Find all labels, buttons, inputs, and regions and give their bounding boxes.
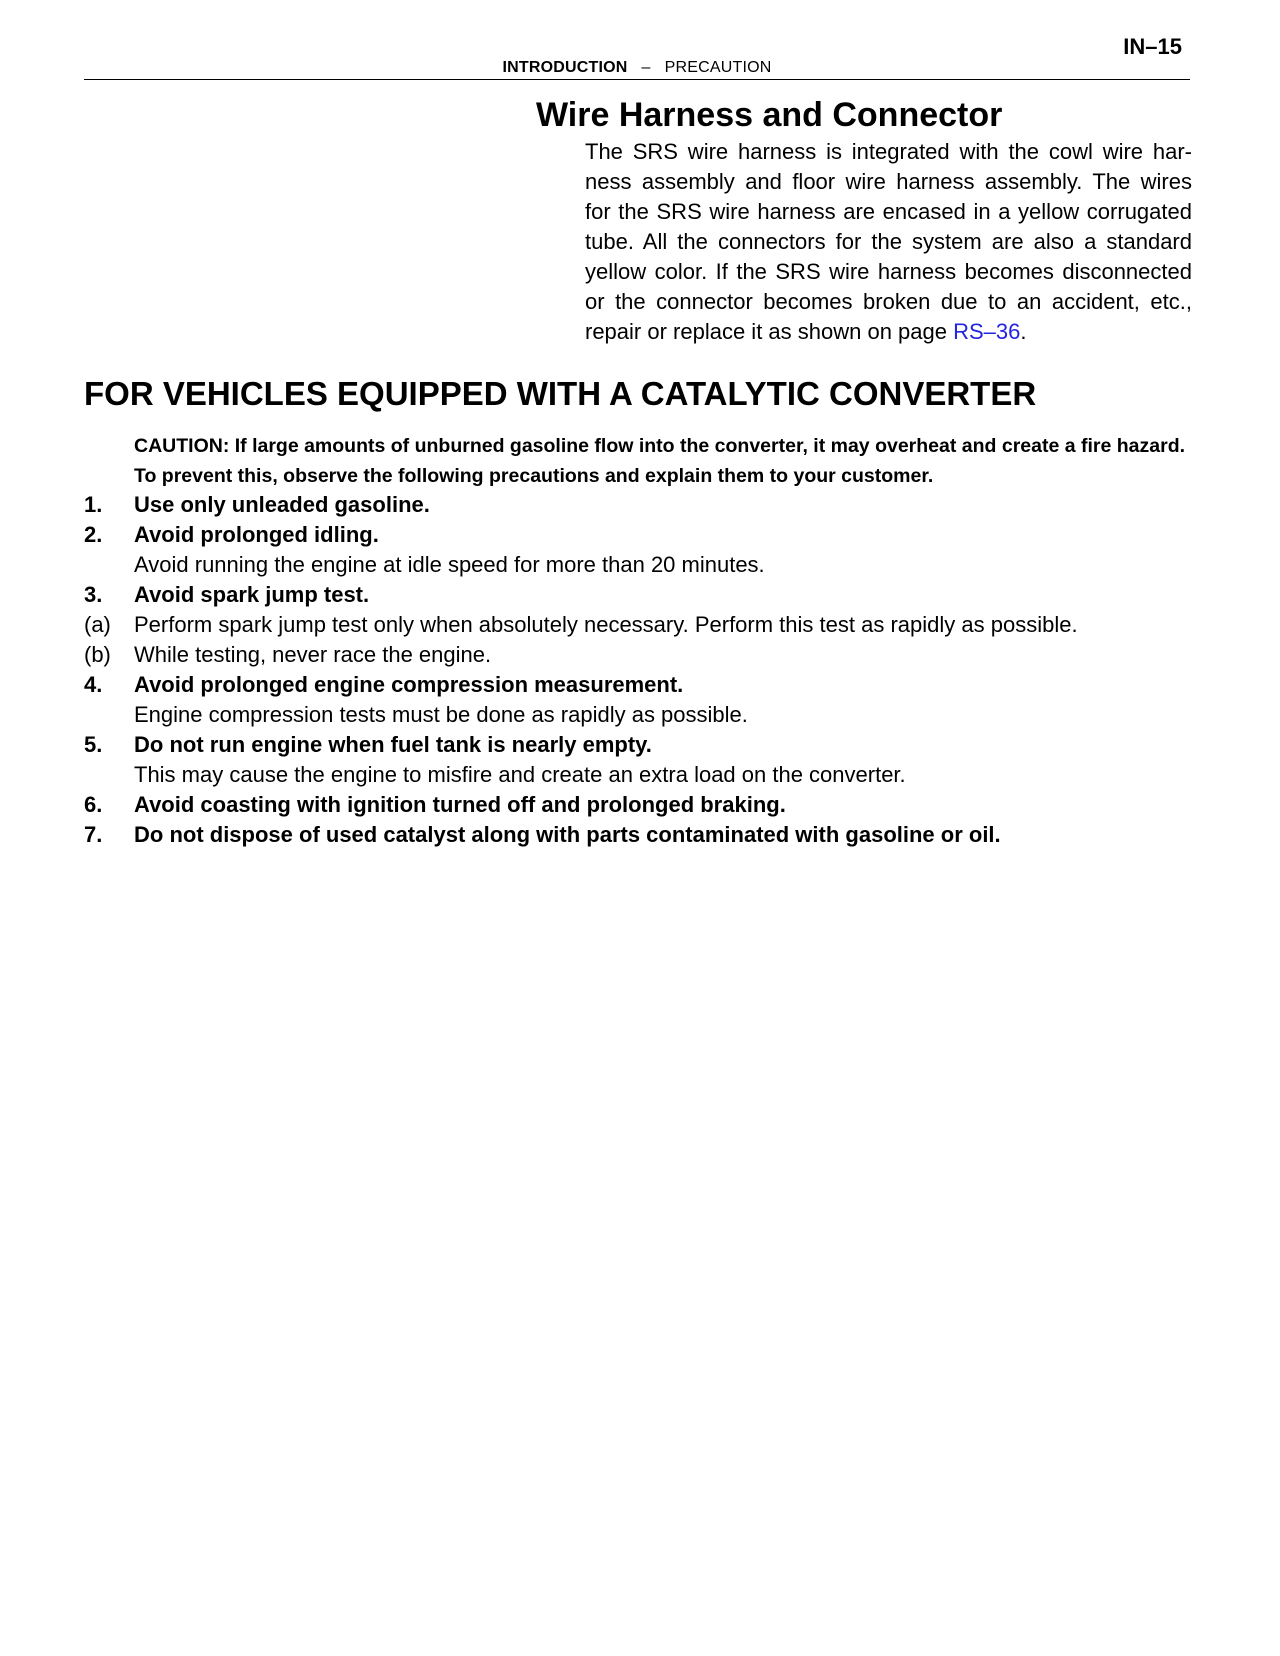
precaution-item bbox=[84, 490, 1194, 520]
precaution-item-marker: 2. bbox=[84, 522, 103, 547]
precaution-item bbox=[84, 790, 1194, 820]
precaution-item-text: Avoid running the engine at idle speed for more than 20 minutes. bbox=[134, 552, 765, 577]
caution-note: CAUTION: If large amounts of unburned gasoline flow into the converter, it may overheat and create a fire hazard. To prevent this, observe the following precautions and explain them to your customer. bbox=[134, 435, 1186, 487]
running-header-subsection: PRECAUTION bbox=[664, 59, 772, 76]
precaution-item bbox=[84, 640, 1194, 670]
precaution-item-text: This may cause the engine to misfire and create an extra load on the converter. bbox=[134, 762, 906, 787]
precaution-item-marker: (a) bbox=[84, 612, 111, 637]
page-reference-link[interactable]: RS–36 bbox=[953, 319, 1021, 344]
wire-harness-line: for the SRS wire harness are encased in a yellow corrugated bbox=[585, 199, 1192, 224]
page-number: IN–15 bbox=[1123, 34, 1182, 59]
precaution-item-marker: (b) bbox=[84, 642, 111, 667]
running-header-section: INTRODUCTION bbox=[502, 59, 628, 76]
precaution-item bbox=[84, 700, 1194, 730]
header-rule bbox=[84, 79, 1190, 80]
precaution-item-marker: 7. bbox=[84, 822, 103, 847]
wire-harness-title: Wire Harness and Connector bbox=[536, 96, 1003, 134]
precaution-item-marker: 1. bbox=[84, 492, 103, 517]
precaution-item-marker: 6. bbox=[84, 792, 103, 817]
wire-harness-body bbox=[585, 137, 1192, 347]
running-header bbox=[84, 59, 1190, 77]
precaution-item-text: While testing, never race the engine. bbox=[134, 642, 492, 667]
precaution-item bbox=[84, 520, 1194, 550]
precaution-item-marker bbox=[84, 700, 134, 730]
precaution-item bbox=[84, 580, 1194, 610]
precaution-item-text: Do not run engine when fuel tank is nearly empty. bbox=[134, 732, 652, 757]
precaution-item bbox=[84, 730, 1194, 760]
precaution-item bbox=[84, 820, 1194, 850]
precaution-item-marker: 3. bbox=[84, 582, 103, 607]
wire-harness-line: yellow color. If the SRS wire harness becomes disconnected bbox=[585, 259, 1192, 284]
precaution-item-text: Use only unleaded gasoline. bbox=[134, 492, 430, 517]
wire-harness-last-line-prefix: repair or replace it as shown on page bbox=[585, 319, 954, 344]
precaution-item-text: Perform spark jump test only when absolutely necessary. Perform this test as rapidly as possible. bbox=[134, 612, 1078, 637]
precaution-item bbox=[84, 760, 1194, 790]
precaution-item bbox=[84, 550, 1194, 580]
precaution-item-text: Do not dispose of used catalyst along with parts contaminated with gasoline or oil. bbox=[134, 822, 1001, 847]
wire-harness-line: tube. All the connectors for the system are also a standard bbox=[585, 229, 1192, 254]
wire-harness-line: or the connector becomes broken due to an accident, etc., bbox=[585, 289, 1192, 314]
precaution-item-text: Avoid coasting with ignition turned off and prolonged braking. bbox=[134, 792, 786, 817]
wire-harness-line: The SRS wire harness is integrated with the cowl wire har- bbox=[585, 139, 1192, 164]
precaution-item-text: Engine compression tests must be done as rapidly as possible. bbox=[134, 702, 748, 727]
precaution-item-marker: 4. bbox=[84, 672, 103, 697]
wire-harness-last-line-suffix: . bbox=[1020, 319, 1027, 344]
precaution-item bbox=[84, 670, 1194, 700]
wire-harness-line: ness assembly and floor wire harness assembly. The wires bbox=[585, 169, 1192, 194]
precaution-item-text: Avoid prolonged engine compression measurement. bbox=[134, 672, 684, 697]
precaution-item-marker: 5. bbox=[84, 732, 103, 757]
running-header-separator: – bbox=[641, 59, 651, 76]
wire-harness-last-line bbox=[585, 317, 1192, 347]
precaution-item-marker bbox=[84, 550, 134, 580]
precaution-list bbox=[84, 490, 1194, 850]
precaution-item-text: Avoid spark jump test. bbox=[134, 582, 370, 607]
catalytic-section-title: FOR VEHICLES EQUIPPED WITH A CATALYTIC CONVERTER bbox=[84, 375, 1037, 412]
precaution-item bbox=[84, 610, 1194, 640]
precaution-item-text: Avoid prolonged idling. bbox=[134, 522, 379, 547]
precaution-item-marker bbox=[84, 760, 134, 790]
